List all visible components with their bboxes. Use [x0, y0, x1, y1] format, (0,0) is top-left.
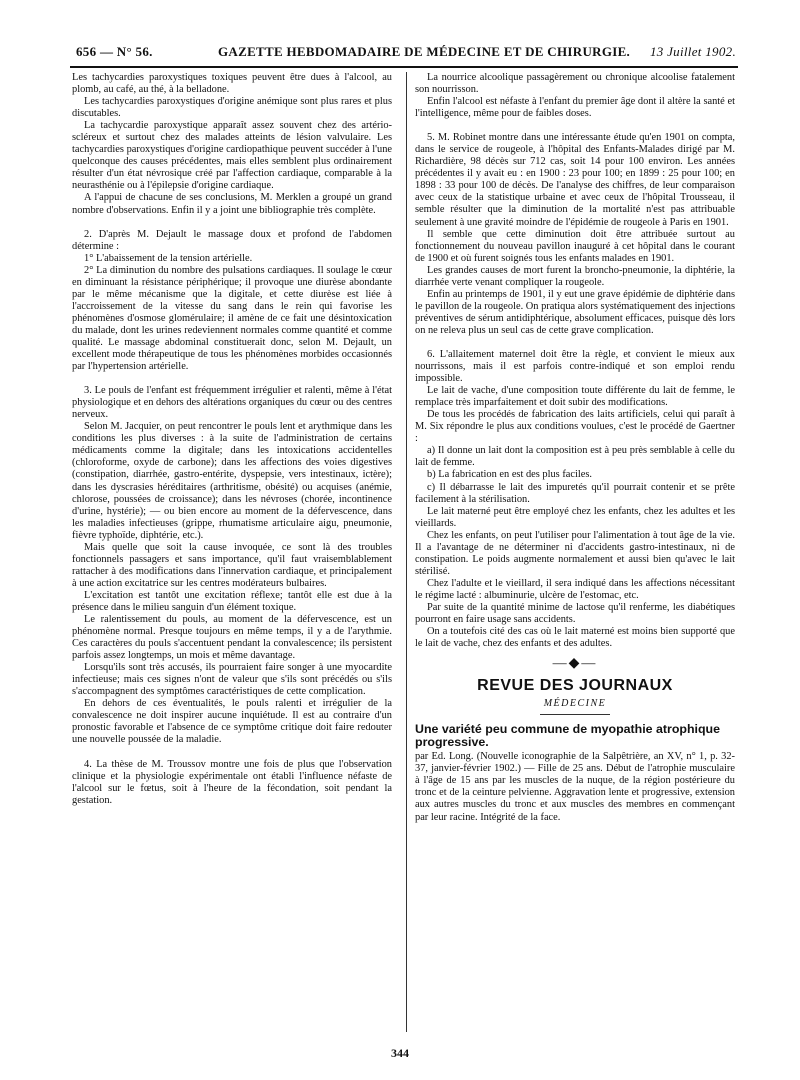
subsection-rule — [540, 714, 610, 715]
paragraph: Le ralentissement du pouls, au moment de la défervescence, est un phénomène normal. Presque toujours en même temps, il y a de l'arythmie. Ces caractères du pouls s'accentuent pendant la convalescence; ils persistent parfois assez longtemps, un mois et même davantage. — [72, 614, 392, 662]
journal-title: GAZETTE HEBDOMADAIRE DE MÉDECINE ET DE CHIRURGIE. — [218, 44, 631, 59]
column-divider — [406, 72, 407, 1032]
paragraph: On a toutefois cité des cas où le lait materné est moins bien supporté que le lait de vache, chez des enfants et des adultes. — [415, 626, 735, 650]
issue-date: 13 Juillet 1902. — [649, 44, 736, 59]
paragraph: Les tachycardies paroxystiques d'origine anémique sont plus rares et plus discutables. — [72, 96, 392, 120]
paragraph: Le lait materné peut être employé chez les enfants, chez les adultes et les vieillards. — [415, 505, 735, 529]
running-header — [70, 40, 738, 62]
paragraph: 5. M. Robinet montre dans une intéressante étude qu'en 1901 on compta, dans le service de rougeole, à l'hôpital des Enfants-Malades dirigé par M. Richardière, 98 décès sur 712 cas, soit 14 pour 100 environ. Les années précédentes il y avait eu : en 1900 : 23 pour 100; en 1899 : 25 pour 100; en 1898 : 33 pour 100 de décès. De l'analyse des chiffres, de leur comparaison avec ceux de la statistique urbaine et avec ceux de l'hôpital Trousseau, il semble résulter que la diminution de la mortalité n'est pas attribuable seulement à une gravité moindre de l'épidémie de rougeole à Paris en 1901. — [415, 132, 735, 228]
paragraph: Les grandes causes de mort furent la broncho-pneumonie, la diphtérie, la diarrhée verte venant compliquer la rougeole. — [415, 264, 735, 288]
paragraph: La tachycardie paroxystique apparaît assez souvent chez des artério-scléreux et surtout chez des malades atteints de lésion valvulaire. Les tachycardies paroxystiques d'origine cardiopathique peuvent succéder à l'une quelconque des causes précédentes, mais elles semblent plus ordinairement résulter d'un état névrosique créé par l'affection cardiaque, comparable à la neurasthénie ou à l'épilepsie d'origine cardiaque. — [72, 120, 392, 192]
paragraph: 6. L'allaitement maternel doit être la règle, et convient le mieux aux nourrissons, mais il est parfois contre-indiqué et son emploi rendu impossible. — [415, 348, 735, 385]
article-body: par Ed. Long. (Nouvelle iconographie de la Salpêtrière, an XV, n° 1, p. 32-37, janvier-février 1902.) — Fille de 25 ans. Début de l'atrophie musculaire à l'âge de 15 ans par les muscles de la nuque, de la région postérieure du tronc et de la ceinture pelvienne. Aggravation lente et progressive, extension aux autres muscles du tronc et aux muscles des membres en commençant par leur racine. Intégrité de la face. — [415, 751, 735, 823]
paragraph: Le lait de vache, d'une composition toute différente du lait de femme, le remplace très imparfaitement et doit subir des modifications. — [415, 385, 735, 409]
paragraph: A l'appui de chacune de ses conclusions, M. Merklen a groupé un grand nombre d'observations. Enfin il y a joint une bibliographie très complète. — [72, 192, 392, 216]
paragraph: Selon M. Jacquier, on peut rencontrer le pouls lent et arythmique dans les conditions les plus diverses : à la suite de l'administration de certains médicaments comme la digitale; dans les intoxications accidentelles (chloroforme, oxyde de carbone); dans les affections des voies digestives (constipation, diarrhée, gastro-entérite, dyspepsie, vers intestinaux, ictère); dans les dyscrasies héréditaires (arthritisme, obésité) ou acquises (anémie, chlorose, poussées de croissance); dans les névroses (chorée, incontinence d'urine, hystérie); — ou bien encore au moment de la défervescence, dans les maladies infectieuses (grippe, rhumatisme articulaire aigu, pneumonie, fièvre typhoïde, diphtérie, etc.). — [72, 421, 392, 541]
paragraph: Les tachycardies paroxystiques toxiques peuvent être dues à l'alcool, au plomb, au café, au thé, à la belladone. — [72, 72, 392, 96]
page-info: 656 — N° 56. — [76, 44, 153, 59]
paragraph: c) Il débarrasse le lait des impuretés qu'il pourrait contenir et se prête facilement à la stérilisation. — [415, 481, 735, 505]
article-title: Une variété peu commune de myopathie atrophique progressive. — [415, 722, 721, 750]
paragraph: a) Il donne un lait dont la composition est à peu près semblable à celle du lait de femme. — [415, 445, 735, 469]
paragraph: En dehors de ces éventualités, le pouls ralenti et irrégulier de la convalescence ne doit inspirer aucune inquiétude. Il est au contraire d'un pronostic favorable et l'absence de ce symptôme critique doit faire redouter une nouvelle poussée de la maladie. — [72, 698, 392, 746]
paragraph: Mais quelle que soit la cause invoquée, ce sont là des troubles fonctionnels passagers et sans importance, qu'il faut vraisemblablement rattacher à des modifications dans l'innervation cardiaque, et principalement à une action excitatrice sur les centres modérateurs bulbaires. — [72, 541, 392, 589]
header-rule — [70, 66, 738, 68]
paragraph: Chez les enfants, on peut l'utiliser pour l'alimentation à tout âge de la vie. Il a l'avantage de ne déterminer ni d'accidents gastro-intestinaux, ni de constipation. Le poids augmente normalement et aussi bien qu'avec le lait stérilisé. — [415, 529, 735, 577]
paragraph: 4. La thèse de M. Troussov montre une fois de plus que l'observation clinique et la physiologie expérimentale ont établi l'influence néfaste de l'alcool sur le fœtus, soit à l'heure de la fécondation, soit pendant la gestation. — [72, 758, 392, 806]
paragraph: Par suite de la quantité minime de lactose qu'il renferme, les diabétiques pourront en faire usage sans accidents. — [415, 601, 735, 626]
paragraph: De tous les procédés de fabrication des laits artificiels, celui qui paraît à M. Six répondre le plus aux conditions voulues, c'est le procédé de Gaertner : — [415, 409, 735, 445]
paragraph: Enfin l'alcool est néfaste à l'enfant du premier âge dont il altère la santé et l'intelligence, même pour de faibles doses. — [415, 96, 735, 120]
section-ornament: —◆— — [552, 656, 598, 672]
paragraph: 1° L'abaissement de la tension artérielle. — [84, 252, 253, 264]
paragraph: 3. Le pouls de l'enfant est fréquemment irrégulier et ralenti, même à l'état physiologique et en dehors des altérations organiques du cœur ou des centres nerveux. — [72, 385, 392, 421]
paragraph: 2° La diminution du nombre des pulsations cardiaques. Il soulage le cœur en diminuant la résistance périphérique; il provoque une diurèse abondante par le même mécanisme que la digitale, et cette diurèse est liée à l'accroissement de la vitesse du sang dans le rein qui favorise les phénomènes d'osmose glomérulaire; il amène de ce fait une désintoxication du malade, dont les urines redeviennent normales comme quantité et comme qualité. Le massage abdominal constituerait donc, selon M. Dejault, un excellent mode thérapeutique de tous les phénomènes morbides occasionnés par l'hypertension artérielle. — [72, 264, 392, 373]
paragraph: 2. D'après M. Dejault le massage doux et profond de l'abdomen détermine : — [72, 228, 392, 252]
paragraph: Chez l'adulte et le vieillard, il sera indiqué dans les affections nécessitant le régime lacté : albuminurie, ulcère de l'estomac, etc. — [415, 577, 735, 601]
section-title: REVUE DES JOURNAUX — [477, 677, 673, 695]
paragraph: Enfin au printemps de 1901, il y eut une grave épidémie de diphtérie dans le pavillon de la rougeole. On pratiqua alors systématiquement des injections préventives de sérum antidiphtérique, absolument efficaces, puisque dès lors on ne releva plus un seul cas de cette grave complication. — [415, 288, 736, 336]
right-column — [415, 72, 735, 824]
paragraph: La nourrice alcoolique passagèrement ou chronique alcoolise fatalement son nourrisson. — [415, 72, 735, 96]
page-number: 344 — [391, 1046, 409, 1060]
left-column — [72, 72, 392, 807]
paragraph: b) La fabrication en est des plus faciles. — [427, 469, 593, 481]
subsection-title: MÉDECINE — [543, 698, 607, 710]
paragraph: L'excitation est tantôt une excitation réflexe; tantôt elle est due à la présence dans le milieu sanguin d'un élément toxique. — [72, 589, 392, 613]
paragraph: Il semble que cette diminution doit être attribuée surtout au fonctionnement du nouveau pavillon inauguré à cet hôpital dans le courant de 1900 et où furent soignés tous les enfants malades en 1901. — [415, 228, 735, 264]
paragraph: Lorsqu'ils sont très accusés, ils pourraient faire songer à une myocardite infectieuse; mais ces signes n'ont de valeur que s'ils sont précédés ou s'ils s'accompagnent des symptômes caractéristiques de cette complication. — [72, 662, 392, 698]
